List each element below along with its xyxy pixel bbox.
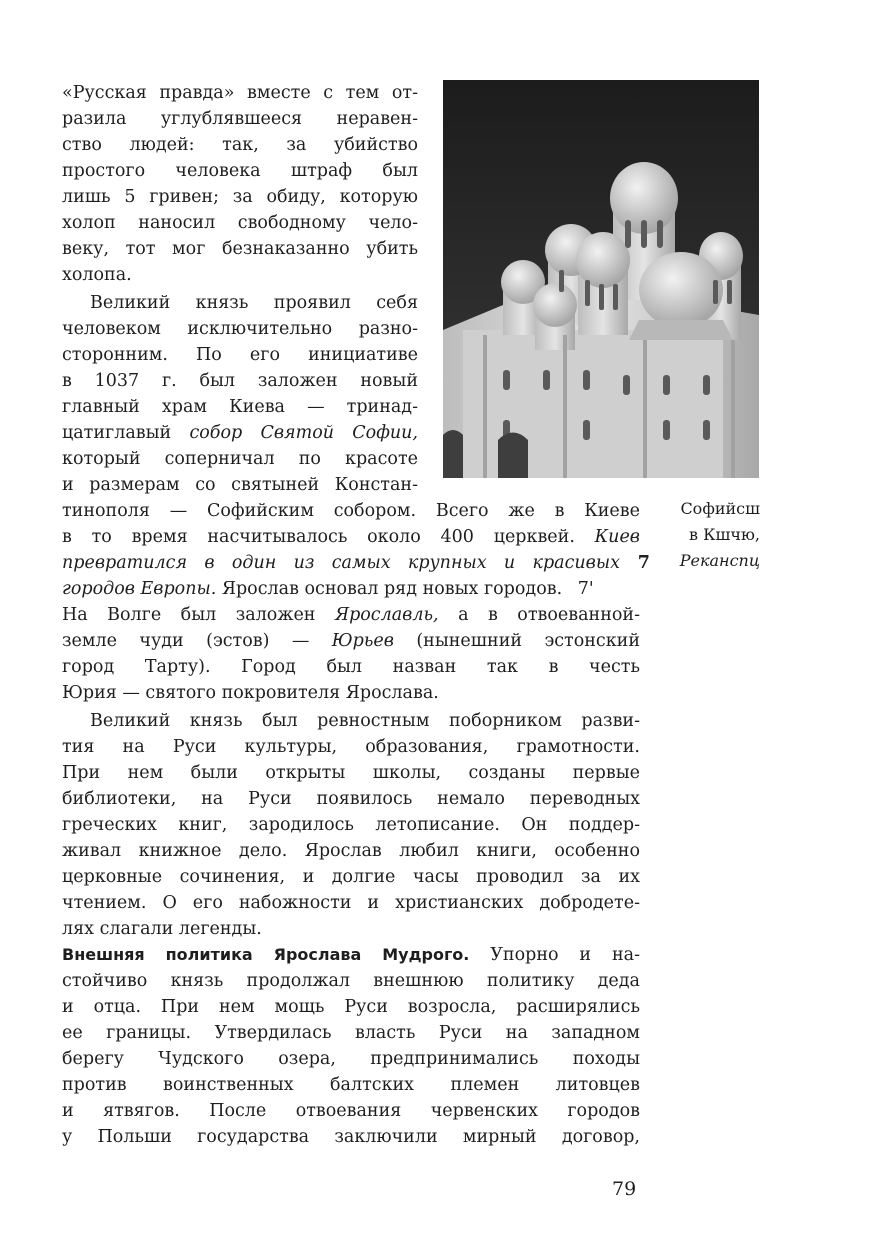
margin-number: 7	[619, 553, 650, 573]
text-line: и ятвягов. После отвоевания червенских городов	[62, 1101, 640, 1121]
emphasis: Ярославль,	[334, 605, 439, 625]
text-line: земле чуди (эстов) — Юрьев (нынешний эстонский	[62, 631, 640, 651]
text-line: тия на Руси культуры, образования, грамотности.	[62, 737, 640, 757]
text-line: церковные сочинения, и долгие часы проводил за их	[62, 867, 640, 887]
text-line: ство людей: так, за убийство	[62, 135, 418, 155]
text-line: холоп наносил свободному чело-	[62, 213, 418, 233]
text-line: живал книжное дело. Ярослав любил книги, особенно	[62, 841, 640, 861]
text-line: холопа.	[62, 265, 132, 285]
text-line: цатиглавый собор Святой Софии,	[62, 423, 418, 443]
text-line: «Русская правда» вместе с тем от-	[62, 83, 418, 103]
text-line: лишь 5 гривен; за обиду, которую	[62, 187, 418, 207]
cathedral-photo	[443, 80, 759, 478]
page-number: 79	[612, 1178, 637, 1200]
text-line: главный храм Киева — тринад-	[62, 397, 418, 417]
text-line: веку, тот мог безнаказанно убить	[62, 239, 418, 259]
text-line: Великий князь был ревностным поборником разви-	[90, 711, 640, 731]
emphasis: городов Европы.	[62, 579, 217, 599]
margin-number: 7'	[572, 579, 594, 599]
section-heading: Внешняя политика Ярослава Мудрого.	[62, 945, 470, 964]
text-line: разила углублявшееся неравен-	[62, 109, 418, 129]
text-line: против воинственных балтских племен литовцев	[62, 1075, 640, 1095]
emphasis: Юрьев	[331, 631, 394, 651]
text-line	[62, 550, 650, 576]
caption-line: Софийсш	[680, 499, 760, 518]
emphasis: превратился в один из самых крупных и красивых	[62, 553, 620, 573]
emphasis: собор Святой Софии,	[189, 423, 418, 443]
text-line: стойчиво князь продолжал внешнюю политику деда	[62, 971, 640, 991]
text-line: в 1037 г. был заложен новый	[62, 371, 418, 391]
text-line: При нем были открыты школы, созданы первые	[62, 763, 640, 783]
text-line: город Тарту). Город был назван так в честь	[62, 657, 640, 677]
text-line: ее границы. Утвердилась власть Руси на западном	[62, 1023, 640, 1043]
text-line: библиотеки, на Руси появилось немало переводных	[62, 789, 640, 809]
text-line: Внешняя политика Ярослава Мудрого. Упорно и на-	[62, 945, 640, 965]
text-line: греческих книг, зародилось летописание. Он поддер-	[62, 815, 640, 835]
caption-line: Реканспц	[679, 551, 760, 570]
text-line: и отца. При нем мощь Руси возросла, расширялись	[62, 997, 640, 1017]
text-line: сторонним. По его инициативе	[62, 345, 418, 365]
text-line: который соперничал по красоте	[62, 449, 418, 469]
text-line: На Волге был заложен Ярославль, а в отвоеванной-	[62, 605, 640, 625]
text-line: лях слагали легенды.	[62, 919, 262, 939]
text-line: городов Европы. Ярослав основал ряд новых городов. 7'	[62, 579, 594, 599]
text-line: простого человека штраф был	[62, 161, 418, 181]
text-line: берегу Чудского озера, предпринимались походы	[62, 1049, 640, 1069]
text-line: Великий князь проявил себя	[90, 293, 418, 313]
text-line: чтением. О его набожности и христианских добродете-	[62, 893, 640, 913]
emphasis: Киев	[594, 527, 640, 547]
text-line: у Польши государства заключили мирный договор,	[62, 1127, 640, 1147]
text-line: Юрия — святого покровителя Ярослава.	[62, 683, 439, 703]
text-line: в то время насчитывалось около 400 церквей. Киев	[62, 527, 640, 547]
text-line: тинополя — Софийским собором. Всего же в Киеве	[62, 501, 640, 521]
text-line: человеком исключительно разно-	[62, 319, 418, 339]
caption-line: в Кшчю,	[689, 525, 760, 544]
text-line: и размерам со святыней Констан-	[62, 475, 418, 495]
